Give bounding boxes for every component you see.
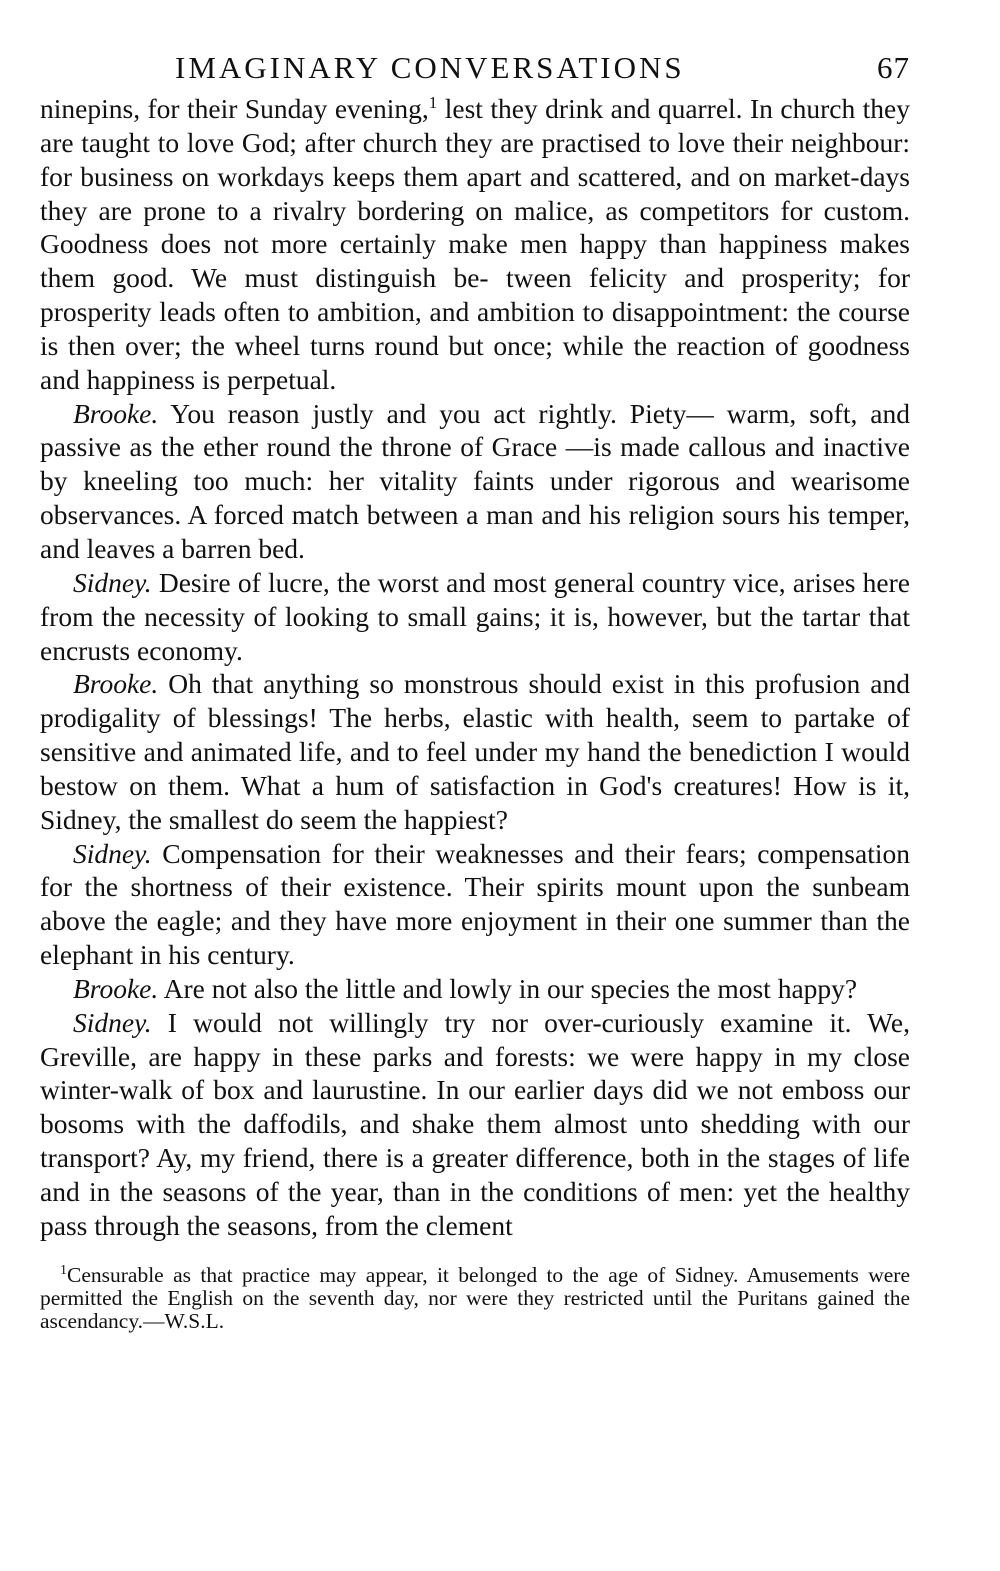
- speaker-name: Brooke.: [73, 397, 159, 429]
- speech-text: I would not willingly try nor over-curiously examine it. We, Greville, are happy in these parks and forests: we were happy in my close winter-walk of box and laurustine. In our earlier days did we not emboss our bosoms with the daffodils, and shake them almost unto shedding with our transport? Ay, my friend, there is a greater difference, both in the stages of life and in the seasons of the year, than in the conditions of men: yet the healthy pass through the seasons, from the clement: [40, 1006, 910, 1241]
- speech-text: Compensation for their weaknesses and their fears; compensation for the shortness of their existence. Their spirits mount upon the sunbeam above the eagle; and they have more enjoyment in their one summer than the elephant in his century.: [40, 837, 910, 971]
- body-text: [40, 92, 910, 1243]
- running-title: IMAGINARY CONVERSATIONS: [175, 50, 685, 85]
- speech-brooke: [40, 397, 910, 566]
- paragraph-text: ninepins, for their Sunday evening,: [40, 93, 429, 124]
- footnote-text: Censurable as that practice may appear, it belonged to the age of Sidney. Amusements were permitted the English on the seventh day, nor were they restricted until the Puritans gained the ascendancy.—W.S.L.: [40, 1262, 910, 1333]
- footnote-reference: 1: [428, 92, 438, 112]
- speech-sidney: [40, 1006, 910, 1243]
- speech-sidney: [40, 837, 910, 972]
- footnote-marker: 1: [60, 1262, 67, 1278]
- speaker-name: Sidney.: [73, 1006, 152, 1038]
- speaker-name: Brooke.: [73, 972, 159, 1004]
- speaker-name: Sidney.: [73, 837, 152, 869]
- paragraph-text: lest they drink and quarrel. In church they are taught to love God; after church they are practised to love their neighbour: for business on workdays keeps them apart and scattered, and on market-days they are prone to a rivalry bordering on malice, as competitors for custom. Goodness does not more certainly make men happy than happiness makes them good. We must distinguish be- tween felicity and prosperity; for prosperity leads often to ambition, and ambition to disappointment: the course is then over; the wheel turns round but once; while the reaction of goodness and happiness is perpetual.: [40, 93, 910, 395]
- speaker-name: Sidney.: [73, 566, 152, 598]
- speech-text: Oh that anything so monstrous should exist in this profusion and prodigality of blessings! The herbs, elastic with health, seem to partake of sensitive and animated life, and to feel under my hand the benediction I would bestow on them. What a hum of satisfaction in God's creatures! How is it, Sidney, the smallest do seem the happiest?: [40, 668, 910, 835]
- speaker-name: Brooke.: [73, 668, 159, 700]
- speech-text: Are not also the little and lowly in our species the most happy?: [158, 972, 858, 1004]
- running-header: [40, 44, 910, 92]
- speech-text: Desire of lucre, the worst and most general country vice, arises here from the necessity of looking to small gains; it is, however, but the tartar that encrusts economy.: [40, 566, 910, 666]
- footnote: [40, 1264, 910, 1333]
- speech-sidney: [40, 566, 910, 668]
- speech-brooke: [40, 667, 910, 836]
- speech-text: You reason justly and you act rightly. Piety— warm, soft, and passive as the ether round the throne of Grace —is made callous and inactive by kneeling too much: her vitality faints under rigorous and wearisome observances. A forced match between a man and his religion sours his temper, and leaves a barren bed.: [40, 397, 910, 564]
- speech-brooke: [40, 972, 910, 1006]
- page-number: 67: [877, 50, 910, 85]
- paragraph-continued: [40, 92, 910, 397]
- book-page: [40, 44, 910, 1333]
